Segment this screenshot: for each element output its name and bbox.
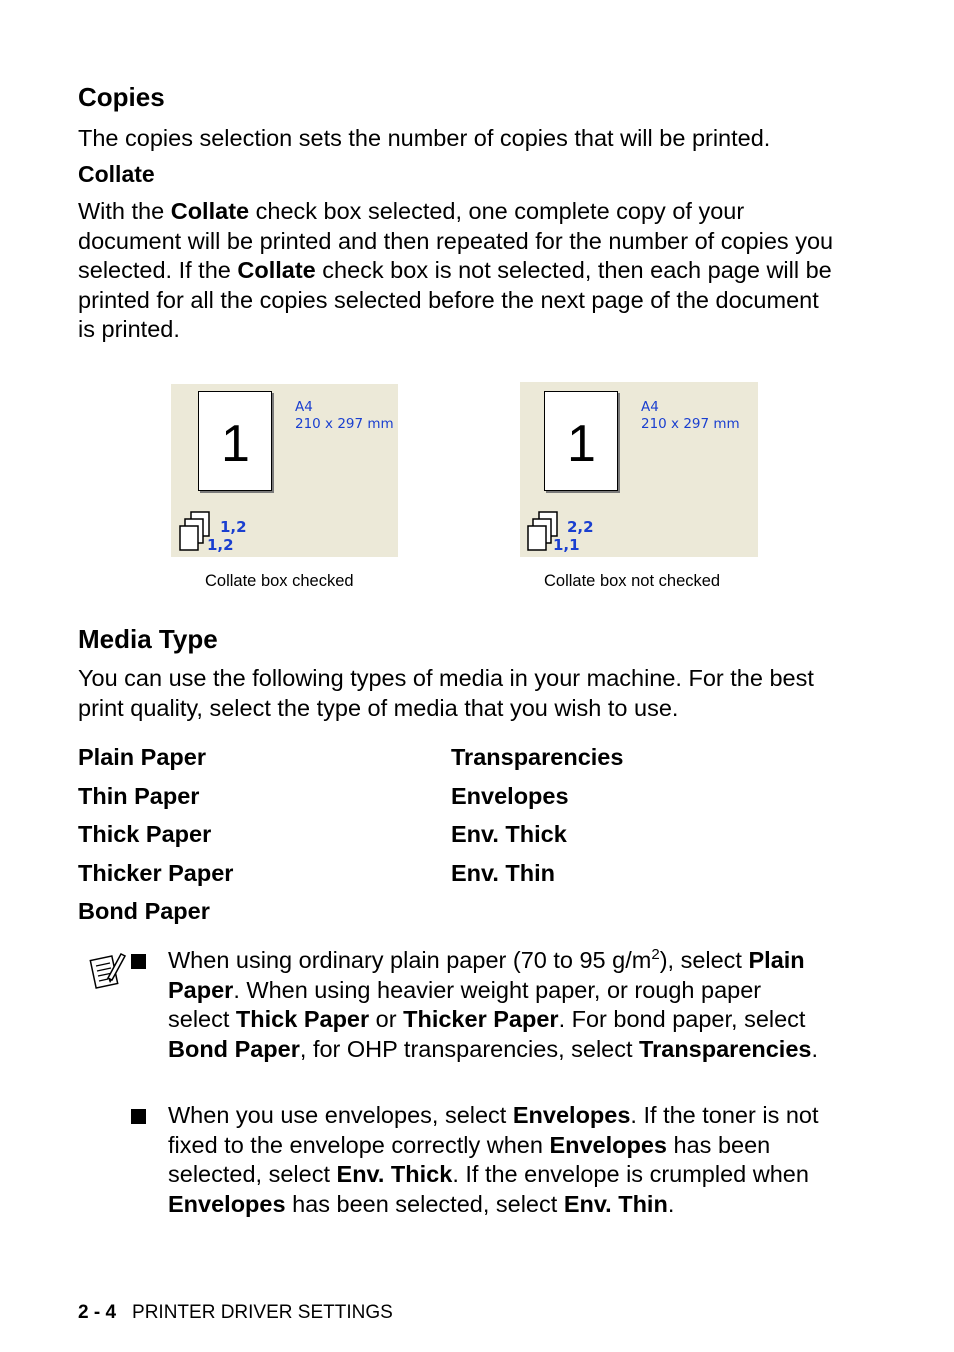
media-type-heading: Media Type — [78, 624, 218, 654]
figure-caption: Collate box not checked — [544, 572, 721, 590]
figure-caption: Collate box checked — [205, 572, 354, 590]
copy-order-top: 2,2 — [567, 518, 594, 536]
page-number: 1 — [221, 415, 250, 473]
collate-checked-preview — [171, 384, 398, 557]
paper-size-label: A4 210 x 297 mm — [641, 399, 740, 432]
media-item: Transparencies — [451, 744, 624, 770]
media-item: Bond Paper — [78, 898, 210, 924]
copies-heading: Copies — [78, 82, 165, 112]
media-item: Env. Thin — [451, 860, 556, 886]
page-footer — [78, 1302, 393, 1324]
collate-heading: Collate — [78, 161, 155, 187]
media-item: Thin Paper — [78, 783, 200, 809]
collate-unchecked-preview — [520, 382, 758, 557]
collate-paragraph: With the Collate check box selected, one complete copy of your document will be printed and then repeated for the number of copies you selected. If the Collate check box is not selected, then each page will be printed for all the copies selected before the next page of the document is printed. — [78, 198, 834, 342]
section-title: PRINTER DRIVER SETTINGS — [132, 1302, 393, 1323]
media-item: Thicker Paper — [78, 860, 234, 886]
page-number-label: 2 - 4 — [78, 1302, 117, 1323]
media-intro: You can use the following types of media in your machine. For the best print quality, select the type of media that you wish to use. — [78, 665, 814, 721]
copy-order-top: 1,2 — [220, 518, 247, 536]
copy-order-bottom: 1,2 — [207, 536, 234, 554]
bullet-marker — [131, 1109, 146, 1124]
note-bullet-plain-paper: When using ordinary plain paper (70 to 95 $g/m^2$), select Plain Paper. When using heavier weight paper, or rough paper select Thick Paper or Thicker Paper. For bond paper, select Bond Paper, for OHP transparencies, select Transparencies. — [168, 946, 819, 1062]
media-item: Plain Paper — [78, 744, 206, 770]
paper-size-label: A4 210 x 297 mm — [295, 399, 394, 432]
note-bullet-envelopes: When you use envelopes, select Envelopes. If the toner is not fixed to the envelope correctly when Envelopes has been selected, select Env. Thick. If the envelope is crumpled when Envelopes has been selected, select Env. Thin. — [168, 1102, 819, 1217]
note-pencil-icon — [84, 948, 126, 994]
media-item: Env. Thick — [451, 821, 567, 847]
bullet-marker — [131, 954, 146, 969]
page-number: 1 — [567, 415, 596, 473]
media-item: Thick Paper — [78, 821, 212, 847]
copy-order-bottom: 1,1 — [553, 536, 580, 554]
copies-text: The copies selection sets the number of copies that will be printed. — [78, 125, 771, 151]
media-item: Envelopes — [451, 783, 569, 809]
